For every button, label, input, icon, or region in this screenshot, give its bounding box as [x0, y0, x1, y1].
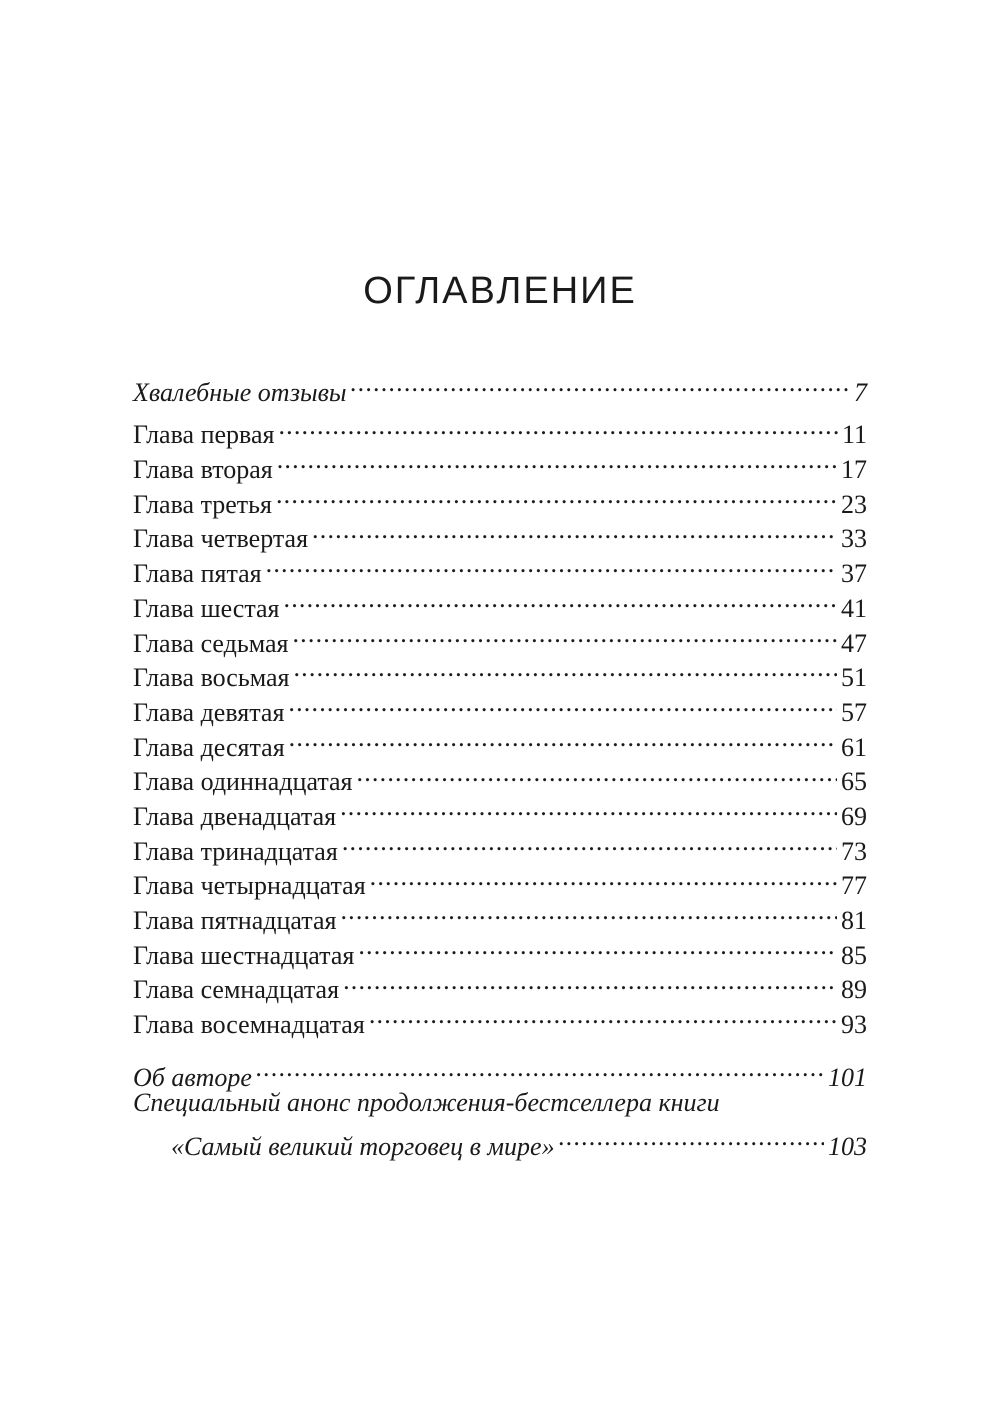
toc-entry-page: 61	[841, 732, 867, 762]
toc-entry-label: Глава пятнадцатая	[133, 906, 337, 935]
dot-leader	[278, 409, 838, 444]
toc-entry-label: Глава восемнадцатая	[133, 1010, 365, 1040]
toc-entry-page: 89	[841, 975, 867, 1005]
dot-leader	[266, 547, 837, 582]
toc-entry-page: 41	[841, 593, 867, 623]
toc-entry-label: Глава четырнадцатая	[133, 871, 366, 901]
toc-entry-page: 17	[841, 455, 867, 485]
dot-leader	[351, 366, 850, 401]
toc-entry-page: 77	[841, 871, 867, 901]
toc-entry-page: 93	[841, 1010, 867, 1040]
toc-entry-label: Глава третья	[133, 489, 272, 519]
toc-entry-label: Хвалебные отзывы	[133, 377, 347, 407]
toc-entry-page: 81	[841, 906, 867, 935]
toc-entry-intro	[133, 366, 867, 407]
toc-entry-page: 73	[841, 836, 867, 866]
toc-entry-chapter	[133, 409, 867, 450]
toc-entry-label: «Самый великий торговец в мире»	[171, 1132, 555, 1162]
toc-entry-page: 65	[841, 767, 867, 797]
dot-leader	[288, 686, 837, 721]
toc-entry-page: 85	[841, 940, 867, 970]
toc-entry-label: Глава семнадцатая	[133, 975, 340, 1005]
toc-entry-label: Глава седьмая	[133, 628, 289, 658]
toc-entry-label: Глава двенадцатая	[133, 801, 337, 831]
dot-leader	[292, 617, 837, 652]
dot-leader	[358, 929, 837, 964]
toc-entry-label: Глава десятая	[133, 732, 285, 762]
dot-leader	[312, 513, 837, 548]
dot-leader	[342, 825, 837, 860]
dot-leader	[370, 860, 837, 895]
dot-leader	[276, 478, 837, 513]
toc-entry-page: 51	[841, 663, 867, 693]
toc-entry-label: Глава четвертая	[133, 524, 309, 554]
toc-entry-page: 47	[841, 628, 867, 658]
dot-leader	[343, 964, 837, 999]
dot-leader	[559, 1120, 824, 1155]
toc-entry-label: Глава девятая	[133, 697, 285, 727]
toc-entry-page: 69	[841, 801, 867, 831]
toc-entry-special-line1: Специальный анонс продолжения-бестселлера книги	[133, 1087, 720, 1117]
dot-leader	[369, 998, 837, 1033]
dot-leader	[289, 721, 837, 756]
toc-entry-page: 23	[841, 489, 867, 519]
toc-entry-page: 7	[854, 377, 867, 407]
toc-entry-label: Об авторе	[133, 1062, 252, 1092]
toc-entry-label: Глава одиннадцатая	[133, 767, 353, 797]
table-of-contents	[133, 366, 867, 1162]
dot-leader	[340, 894, 837, 929]
toc-entry-page: 57	[841, 697, 867, 727]
dot-leader	[284, 582, 838, 617]
toc-entry-label: Глава первая	[133, 420, 275, 450]
toc-entry-page: 101	[828, 1062, 867, 1092]
page-title: ОГЛАВЛЕНИЕ	[363, 270, 637, 312]
dot-leader	[357, 756, 837, 791]
dot-leader	[277, 443, 837, 478]
toc-entry-label: Глава вторая	[133, 455, 273, 485]
toc-entry-about	[133, 1051, 867, 1092]
toc-entry-label: Глава пятая	[133, 559, 262, 589]
dot-leader	[293, 652, 837, 687]
toc-entry-special	[133, 1120, 867, 1162]
toc-entry-label: Глава шестая	[133, 593, 280, 623]
toc-entry-label: Глава шестнадцатая	[133, 940, 355, 970]
dot-leader	[340, 790, 837, 825]
toc-entry-page: 33	[841, 524, 867, 554]
toc-entry-page: 103	[828, 1132, 867, 1162]
toc-entry-label: Глава восьмая	[133, 663, 290, 693]
toc-entry-label: Глава тринадцатая	[133, 836, 338, 866]
toc-entry-page: 37	[841, 559, 867, 589]
dot-leader	[256, 1051, 824, 1086]
chapter-list	[133, 409, 867, 1040]
toc-entry-page: 11	[841, 420, 867, 450]
